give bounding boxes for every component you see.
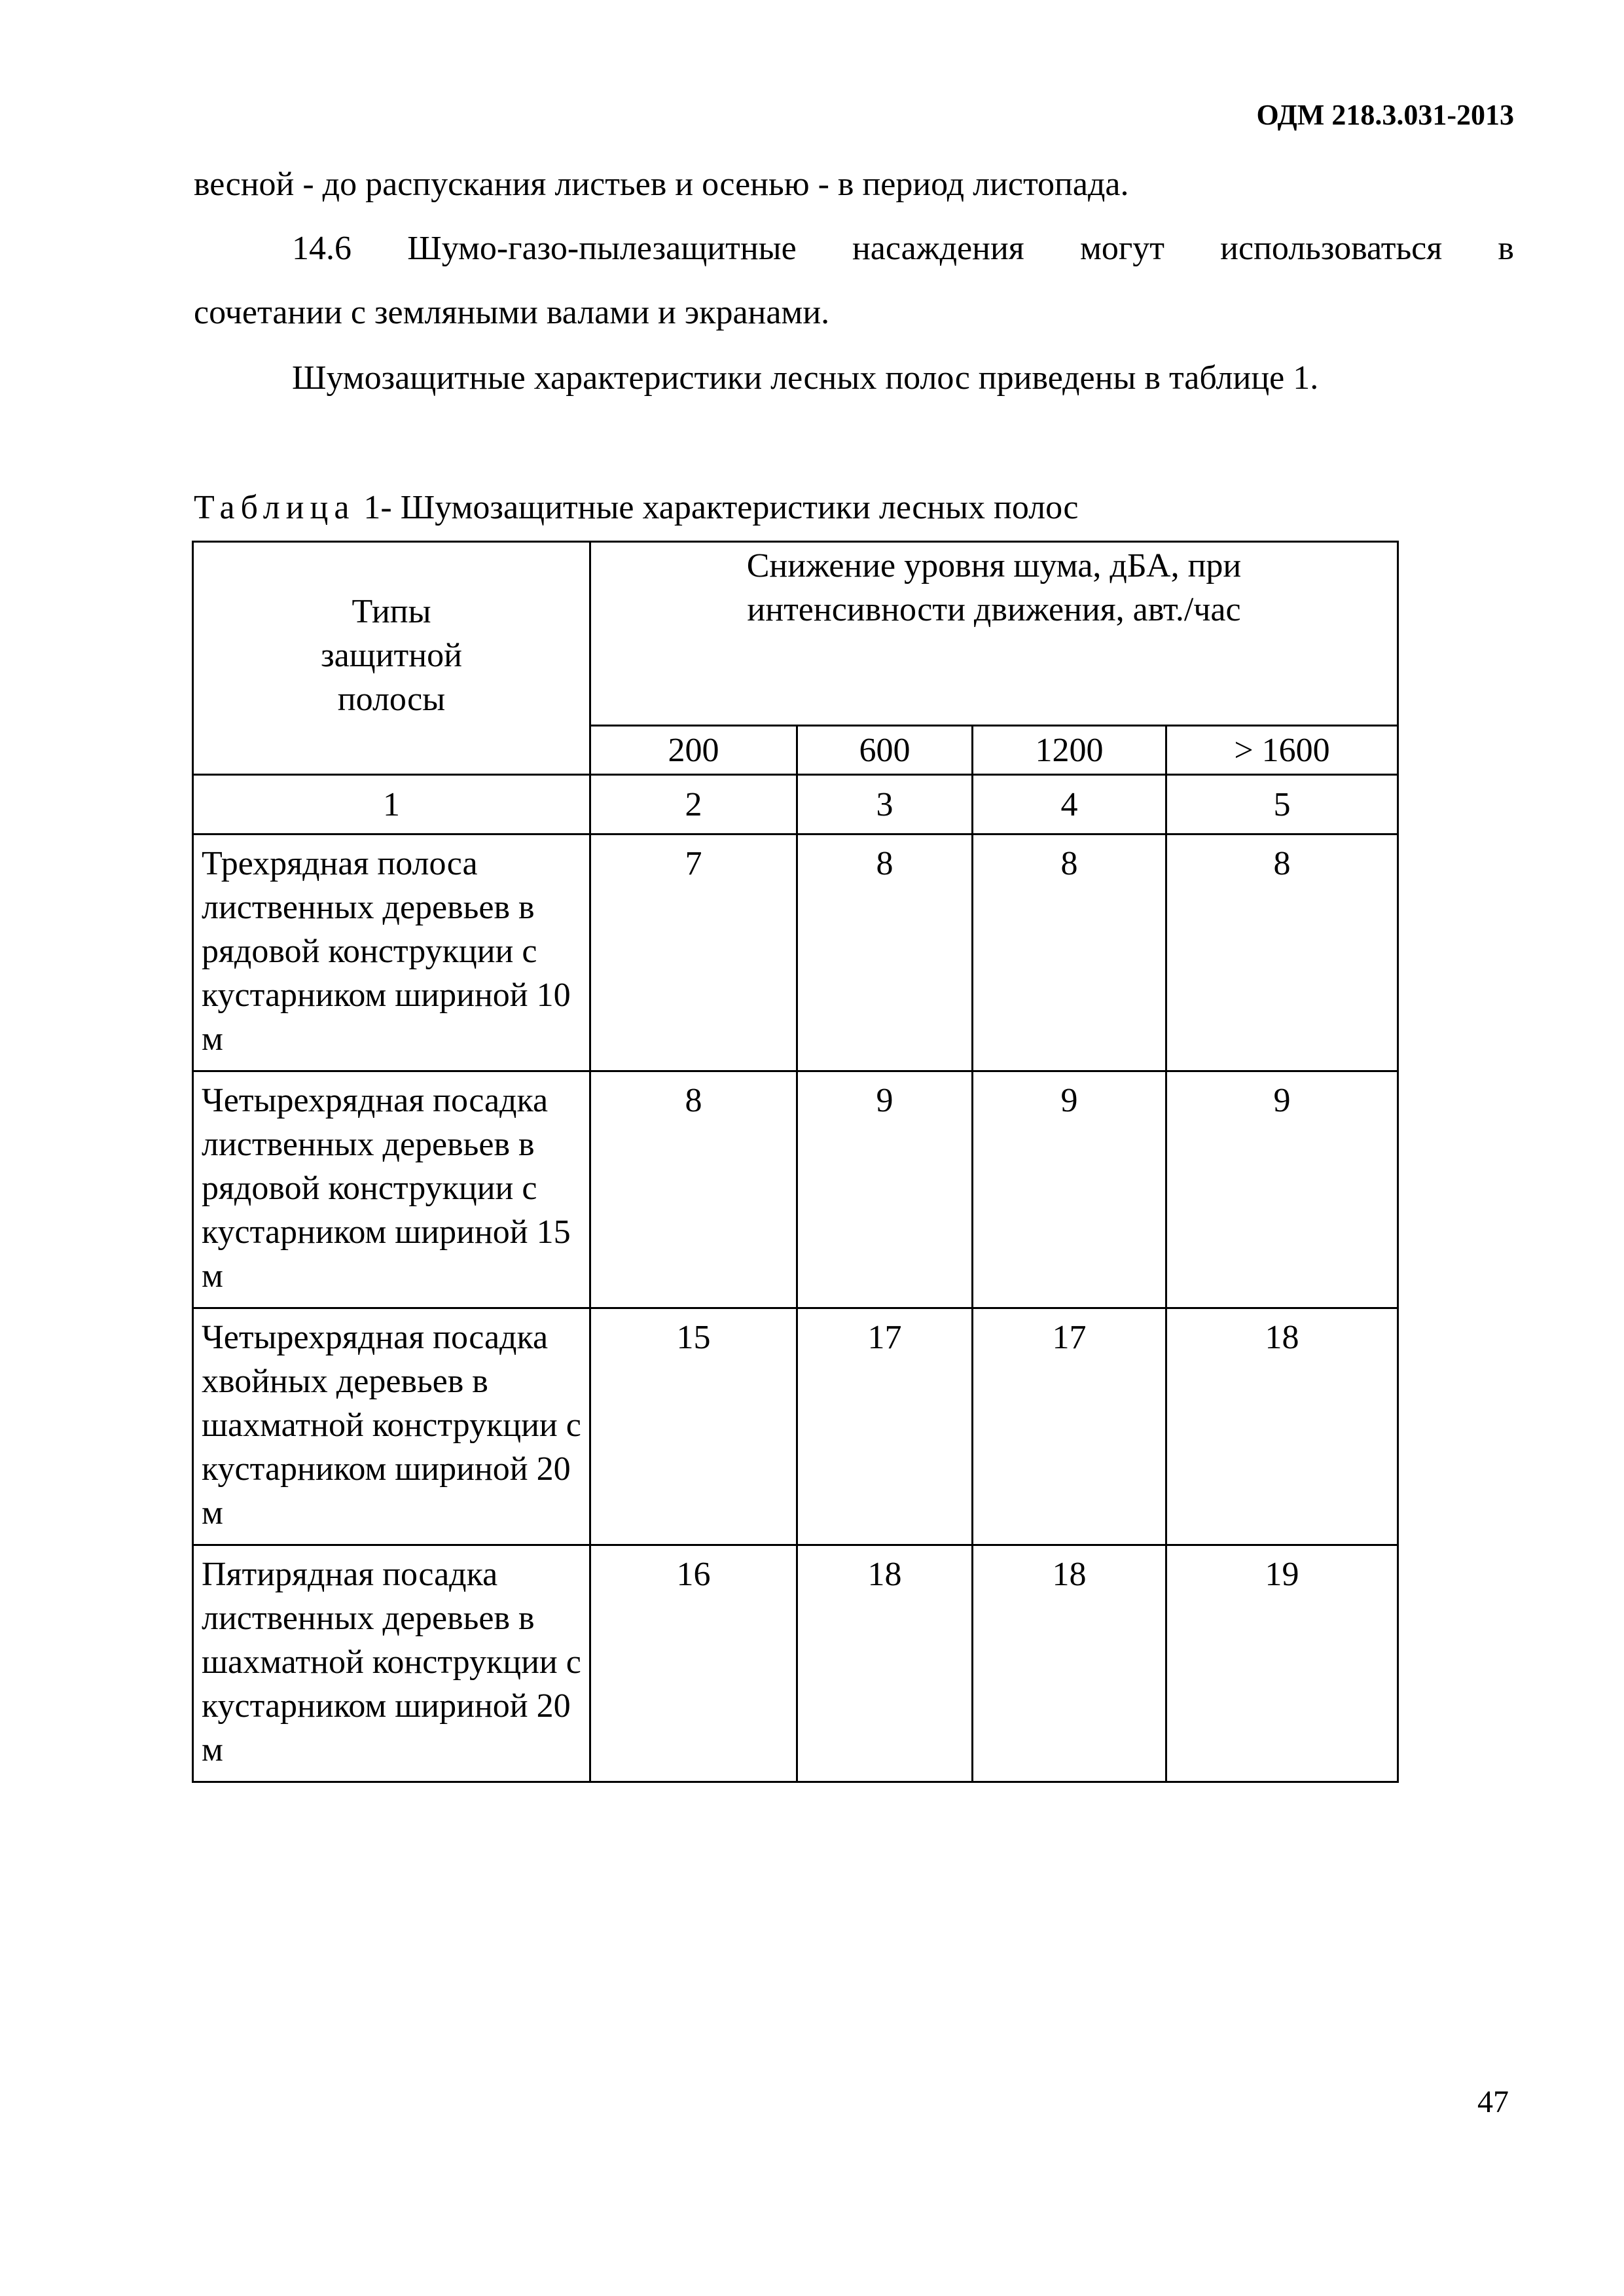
document-code: ОДМ 218.3.031-2013	[1256, 99, 1514, 131]
strip-type-cell: Четырехрядная посадка хвойных деревьев в шахматной конструкции с кустарником шириной 20 м	[193, 1308, 590, 1545]
value-cell: 7	[590, 834, 797, 1071]
column-number-cell: 5	[1166, 775, 1398, 834]
value-cell: 18	[973, 1545, 1166, 1782]
paragraph-3: сочетании с земляными валами и экранами.	[194, 294, 830, 331]
intensity-cell: 1200	[973, 726, 1166, 775]
intensity-cell: 200	[590, 726, 797, 775]
header-protective-strip-type	[193, 542, 590, 775]
table-caption-text: 1- Шумозащитные характеристики лесных полос	[355, 489, 1079, 526]
strip-type-cell: Четырехрядная посадка лиственных деревьев в рядовой конструкции с кустарником шириной 15 м	[193, 1071, 590, 1308]
table-column-number-row	[193, 775, 1398, 834]
paragraph-2: 14.6 Шумо-газо-пылезащитные насаждения могут использоваться в	[292, 230, 1514, 267]
header-type-text: Типы защитной полосы	[321, 593, 462, 718]
column-number-cell: 3	[797, 775, 973, 834]
noise-reduction-table	[192, 541, 1399, 1783]
header-group-text: Снижение уровня шума, дБА, при интенсивности движения, авт./час	[746, 547, 1242, 628]
column-number-cell: 1	[193, 775, 590, 834]
value-cell: 9	[973, 1071, 1166, 1308]
value-cell: 17	[973, 1308, 1166, 1545]
intensity-cell: 600	[797, 726, 973, 775]
table-caption-label: Таблица	[194, 489, 355, 526]
value-cell: 9	[1166, 1071, 1398, 1308]
paragraph-4: Шумозащитные характеристики лесных полос приведены в таблице 1.	[292, 359, 1319, 397]
value-cell: 19	[1166, 1545, 1398, 1782]
paragraph-1: весной - до распускания листьев и осенью - в период листопада.	[194, 166, 1129, 203]
column-number-cell: 4	[973, 775, 1166, 834]
value-cell: 18	[1166, 1308, 1398, 1545]
table-row	[193, 1308, 1398, 1545]
table-header-row	[193, 542, 1398, 726]
page-number: 47	[1477, 2085, 1509, 2119]
strip-type-cell: Пятирядная посадка лиственных деревьев в шахматной конструкции с кустарником шириной 20 м	[193, 1545, 590, 1782]
table-row	[193, 1071, 1398, 1308]
column-number-cell: 2	[590, 775, 797, 834]
value-cell: 18	[797, 1545, 973, 1782]
value-cell: 15	[590, 1308, 797, 1545]
value-cell: 8	[797, 834, 973, 1071]
header-noise-reduction	[590, 542, 1398, 726]
table-row	[193, 834, 1398, 1071]
value-cell: 8	[590, 1071, 797, 1308]
value-cell: 16	[590, 1545, 797, 1782]
table-caption	[194, 484, 1079, 531]
value-cell: 8	[973, 834, 1166, 1071]
value-cell: 17	[797, 1308, 973, 1545]
strip-type-cell: Трехрядная полоса лиственных деревьев в рядовой конструкции с кустарником шириной 10 м	[193, 834, 590, 1071]
value-cell: 8	[1166, 834, 1398, 1071]
intensity-cell: > 1600	[1166, 726, 1398, 775]
value-cell: 9	[797, 1071, 973, 1308]
table-row	[193, 1545, 1398, 1782]
